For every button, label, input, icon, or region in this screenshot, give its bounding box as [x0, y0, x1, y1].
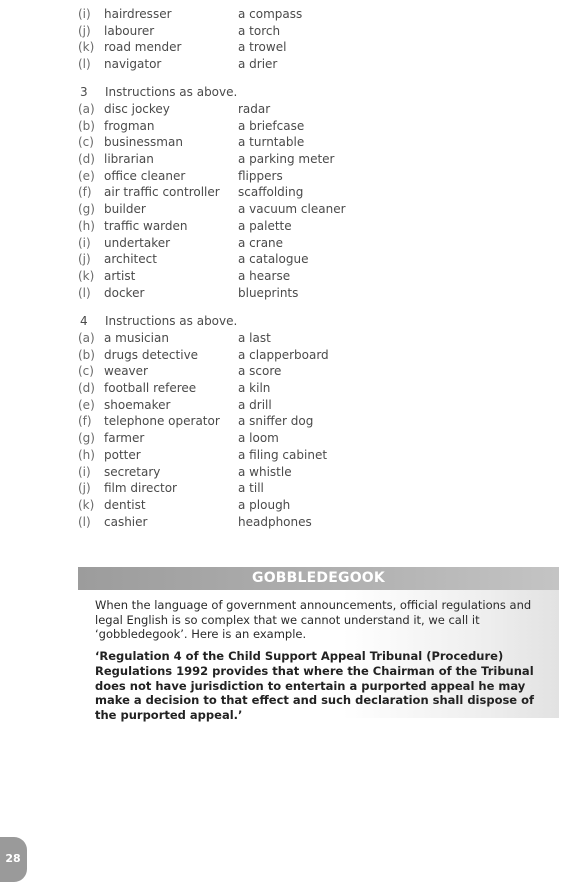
row-job: weaver — [104, 364, 148, 379]
row-object: a drill — [238, 397, 272, 412]
row-object: a turntable — [238, 135, 305, 150]
row-letter: (b) — [78, 118, 95, 133]
row-job: businessman — [104, 135, 183, 150]
row-job: traffic warden — [104, 218, 188, 233]
row-letter: (a) — [78, 102, 95, 116]
row-object: a trowel — [238, 40, 287, 55]
list-row — [0, 56, 563, 73]
list-row — [0, 330, 563, 347]
row-letter: (j) — [78, 481, 91, 496]
gobbledegook-box-title: GOBBLEDEGOOK — [78, 567, 559, 590]
row-job: farmer — [104, 431, 145, 446]
row-object: scaffolding — [238, 185, 304, 200]
row-letter: (i) — [78, 235, 91, 250]
row-object: a vacuum cleaner — [238, 202, 346, 217]
exercise-3 — [0, 84, 563, 301]
list-row — [0, 6, 563, 23]
list-row — [0, 380, 563, 397]
row-letter: (f) — [78, 185, 92, 200]
row-letter: (i) — [78, 464, 91, 479]
row-object: a till — [238, 481, 264, 496]
row-letter: (c) — [78, 135, 94, 150]
exercise-4 — [0, 313, 563, 530]
row-letter: (i) — [78, 7, 91, 21]
exercise-number: 3 — [80, 85, 88, 99]
list-row — [0, 39, 563, 56]
row-job: undertaker — [104, 235, 171, 250]
row-job: road mender — [104, 40, 182, 55]
row-object: a palette — [238, 218, 292, 233]
row-object: flippers — [238, 168, 283, 183]
list-row — [0, 118, 563, 135]
gobbledegook-quote: ‘Regulation 4 of the Child Support Appeal Tribunal (Procedure) Regulations 1992 provides that where the Chairman of the Tribunal does not have jurisdiction to entertain a purported appeal he may make a decision to that effect and such declaration shall dispose of the purported appeal.’ — [95, 649, 535, 722]
list-row — [0, 430, 563, 447]
row-job: navigator — [104, 57, 162, 72]
row-letter: (l) — [78, 285, 91, 300]
row-job: telephone operator — [104, 414, 220, 429]
exercise-heading — [0, 84, 563, 101]
row-letter: (k) — [78, 268, 95, 283]
row-letter: (d) — [78, 381, 95, 396]
row-object: a compass — [238, 7, 303, 21]
row-letter: (j) — [78, 23, 91, 38]
row-letter: (k) — [78, 40, 95, 55]
row-object: a drier — [238, 57, 278, 72]
row-job: office cleaner — [104, 168, 186, 183]
list-row — [0, 235, 563, 252]
row-object: a torch — [238, 23, 281, 38]
row-job: potter — [104, 447, 141, 462]
exercise-heading — [0, 313, 563, 330]
row-letter: (e) — [78, 168, 95, 183]
row-object: a clapperboard — [238, 347, 329, 362]
row-letter: (h) — [78, 447, 95, 462]
row-letter: (d) — [78, 152, 95, 167]
list-row — [0, 101, 563, 118]
row-job: frogman — [104, 118, 155, 133]
row-object: a hearse — [238, 268, 291, 283]
list-row — [0, 413, 563, 430]
row-object: headphones — [238, 514, 312, 529]
page-number-tab — [0, 837, 27, 882]
list-row — [0, 464, 563, 481]
list-row — [0, 480, 563, 497]
row-letter: (h) — [78, 218, 95, 233]
row-object: a kiln — [238, 381, 271, 396]
row-letter: (b) — [78, 347, 95, 362]
row-letter: (k) — [78, 497, 95, 512]
list-row — [0, 184, 563, 201]
row-letter: (e) — [78, 397, 95, 412]
row-object: a score — [238, 364, 282, 379]
row-object: a plough — [238, 497, 291, 512]
exercise-instructions: Instructions as above. — [105, 85, 238, 99]
row-letter: (f) — [78, 414, 92, 429]
row-job: artist — [104, 268, 136, 283]
row-letter: (g) — [78, 202, 95, 217]
list-row — [0, 268, 563, 285]
list-row — [0, 347, 563, 364]
list-row — [0, 251, 563, 268]
row-letter: (l) — [78, 514, 91, 529]
row-job: builder — [104, 202, 146, 217]
row-object: a loom — [238, 431, 279, 446]
row-job: docker — [104, 285, 145, 300]
row-job: air traffic controller — [104, 185, 220, 200]
row-object: a filing cabinet — [238, 447, 328, 462]
gobbledegook-text — [95, 598, 535, 730]
row-letter: (a) — [78, 331, 95, 345]
row-object: a sniffer dog — [238, 414, 314, 429]
row-object: a catalogue — [238, 252, 309, 267]
row-job: cashier — [104, 514, 148, 529]
list-row — [0, 23, 563, 40]
list-row — [0, 218, 563, 235]
row-job: football referee — [104, 381, 197, 396]
exercise-number: 4 — [80, 314, 88, 328]
row-job: architect — [104, 252, 157, 267]
row-object: a briefcase — [238, 118, 305, 133]
row-job: librarian — [104, 152, 154, 167]
row-letter: (c) — [78, 364, 94, 379]
row-job: a musician — [104, 331, 169, 345]
row-job: secretary — [104, 464, 161, 479]
list-row — [0, 201, 563, 218]
list-row — [0, 447, 563, 464]
row-job: drugs detective — [104, 347, 199, 362]
list-row — [0, 397, 563, 414]
gobbledegook-intro: When the language of government announcements, official regulations and legal English is so complex that we cannot understand it, we call it ‘gobbledegook’. Here is an example. — [95, 598, 532, 642]
row-letter: (l) — [78, 57, 91, 72]
list-row — [0, 363, 563, 380]
row-object: a parking meter — [238, 152, 335, 167]
list-row — [0, 514, 563, 531]
row-job: disc jockey — [104, 102, 170, 116]
row-object: a crane — [238, 235, 284, 250]
row-job: film director — [104, 481, 177, 496]
list-row — [0, 168, 563, 185]
row-job: dentist — [104, 497, 146, 512]
row-object: blueprints — [238, 285, 299, 300]
matching-list-continued — [0, 6, 563, 73]
row-letter: (g) — [78, 431, 95, 446]
list-row — [0, 134, 563, 151]
row-job: hairdresser — [104, 7, 172, 21]
row-object: a whistle — [238, 464, 292, 479]
page-number: 28 — [5, 852, 21, 865]
list-row — [0, 285, 563, 302]
row-letter: (j) — [78, 252, 91, 267]
list-row — [0, 497, 563, 514]
row-job: labourer — [104, 23, 155, 38]
row-job: shoemaker — [104, 397, 171, 412]
list-row — [0, 151, 563, 168]
row-object: a last — [238, 331, 271, 345]
row-object: radar — [238, 102, 271, 116]
exercise-instructions: Instructions as above. — [105, 314, 238, 328]
